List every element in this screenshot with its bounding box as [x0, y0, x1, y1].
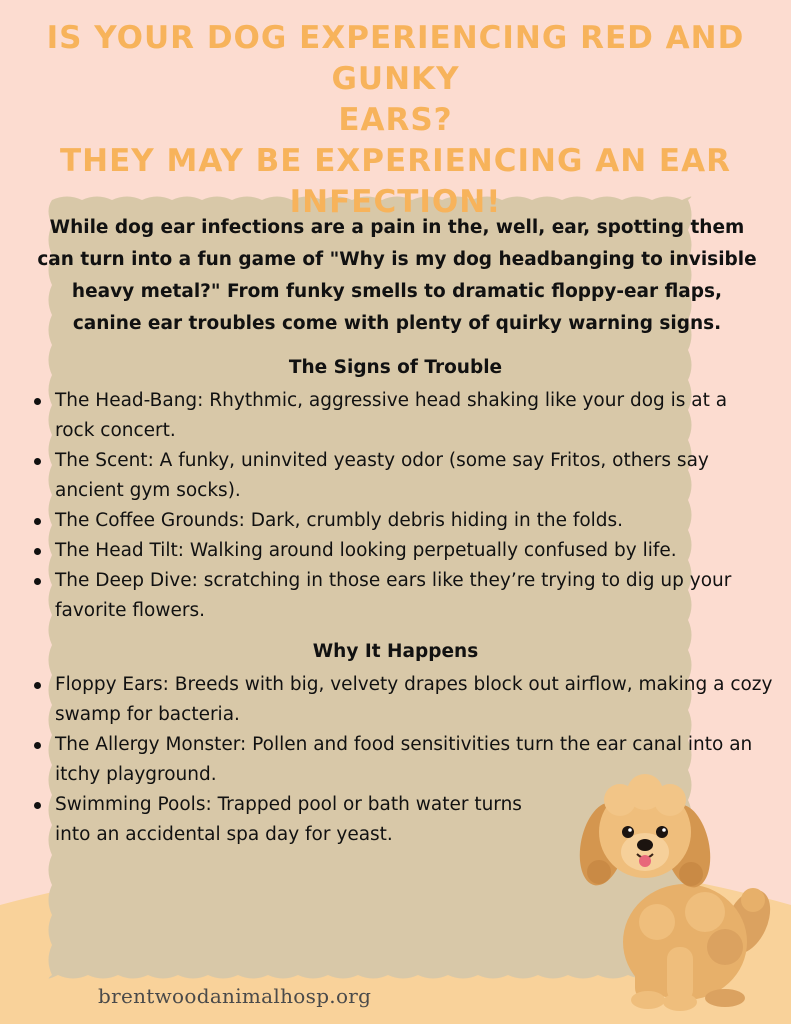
website-url[interactable]: brentwoodanimalhosp.org	[98, 984, 372, 1008]
bullet-icon	[34, 548, 41, 555]
bullet-icon	[34, 742, 41, 749]
bullet-icon	[34, 398, 41, 405]
headline-line-4: INFECTION!	[289, 184, 502, 220]
list-item: The Allergy Monster: Pollen and food sensitivities turn the ear canal into an itchy playground.	[30, 730, 775, 790]
bullet-icon	[34, 802, 41, 809]
poodle-dog-illustration	[575, 772, 780, 1012]
signs-heading: The Signs of Trouble	[288, 357, 503, 378]
list-item: Floppy Ears: Breeds with big, velvety drapes block out airflow, making a cozy swamp for bacteria.	[30, 670, 775, 730]
bullet-icon	[34, 578, 41, 585]
bullet-icon	[34, 518, 41, 525]
headline-line-2: EARS?	[338, 102, 453, 138]
headline-line-1: IS YOUR DOG EXPERIENCING RED AND GUNKY	[46, 20, 745, 97]
causes-heading: Why It Happens	[312, 641, 479, 662]
bullet-icon	[34, 458, 41, 465]
list-item: The Head-Bang: Rhythmic, aggressive head shaking like your dog is at a rock concert.	[30, 386, 765, 446]
intro-paragraph: While dog ear infections are a pain in the, well, ear, spotting them can turn into a fun game of "Why is my dog headbanging to invisible heavy metal?" From funky smells to dramatic floppy-ear flaps, canine ear troubles come with plenty of quirky warning signs.	[37, 217, 757, 334]
headline-line-3: THEY MAY BE EXPERIENCING AN EAR	[60, 143, 731, 179]
list-item: The Coffee Grounds: Dark, crumbly debris hiding in the folds.	[30, 506, 765, 536]
list-item: The Deep Dive: scratching in those ears like they’re trying to dig up your favorite flowers.	[30, 566, 765, 626]
list-item: The Scent: A funky, uninvited yeasty odor (some say Fritos, others say ancient gym socks).	[30, 446, 765, 506]
list-item: The Head Tilt: Walking around looking perpetually confused by life.	[30, 536, 765, 566]
bullet-icon	[34, 682, 41, 689]
list-item: Swimming Pools: Trapped pool or bath water turns into an accidental spa day for yeast.	[30, 790, 555, 850]
signs-list	[30, 386, 765, 626]
headline	[20, 18, 771, 223]
